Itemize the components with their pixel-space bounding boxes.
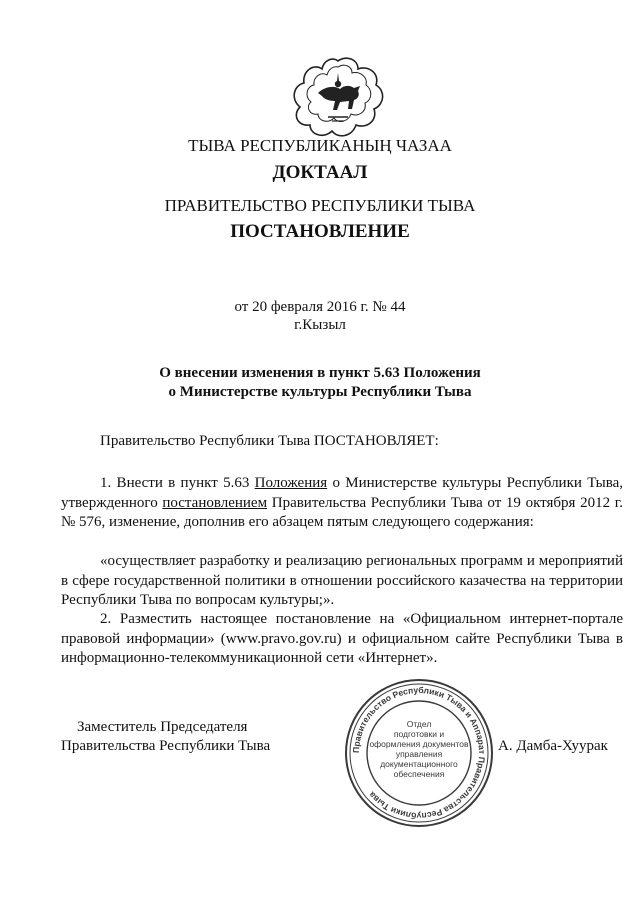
decree-title-line1: О внесении изменения в пункт 5.63 Положения bbox=[159, 365, 481, 381]
stamp-line2: подготовки и bbox=[393, 729, 445, 739]
header-tuvan-government: ТЫВА РЕСПУБЛИКАНЫҢ ЧАЗАА bbox=[188, 136, 452, 155]
stamp-line1: Отдел bbox=[406, 719, 432, 729]
decree-city: г.Кызыл bbox=[294, 317, 346, 333]
decree-title-line2: о Министерстве культуры Республики Тыва bbox=[168, 384, 472, 400]
header-tuvan-decree: ДОКТААЛ bbox=[272, 162, 368, 183]
stamp-line5: документационного bbox=[380, 759, 458, 769]
p1-text-1: 1. Внести в пункт 5.63 bbox=[100, 475, 255, 491]
signatory-position-line1: Заместитель Председателя bbox=[77, 719, 248, 735]
header-decree: ПОСТАНОВЛЕНИЕ bbox=[230, 221, 410, 242]
coat-of-arms-emblem bbox=[288, 55, 388, 141]
stamp-line3: оформления документов bbox=[369, 739, 469, 749]
signatory-position-line2: Правительства Республики Тыва bbox=[61, 738, 271, 754]
p1-text-3: Правительства Республики Тыва от 19 октября 2012 г. № 576, изменение, дополнив его абзацем пятым следующего содержания: bbox=[61, 494, 623, 530]
stamp-line4: управления bbox=[395, 749, 443, 759]
body-paragraph-3: 2. Разместить настоящее постановление на «Официальном интернет-портале правовой информации» (www.pravo.gov.ru) и официальном сайте Республики Тыва в информационно-телекоммуникационной сети «Интернет». bbox=[61, 611, 623, 666]
stamp-line6: обеспечения bbox=[393, 769, 445, 779]
p1-text-2: о Министерстве культуры Республики Тыва, утвержденного bbox=[61, 475, 623, 511]
regulation-link[interactable]: Положения bbox=[254, 475, 328, 491]
header-government: ПРАВИТЕЛЬСТВО РЕСПУБЛИКИ ТЫВА bbox=[164, 196, 476, 215]
resolution-link[interactable]: постановлением bbox=[162, 494, 268, 511]
signatory-name: А. Дамба-Хуурак bbox=[498, 738, 608, 754]
decree-date-number: от 20 февраля 2016 г. № 44 bbox=[234, 299, 406, 315]
body-paragraph-2: «осуществляет разработку и реализацию региональных программ и мероприятий в сфере государственной политики в отношении российского казачества на территории Республики Тыва по вопросам культуры;». bbox=[61, 553, 623, 608]
official-stamp bbox=[343, 677, 495, 829]
body-paragraph-1 bbox=[61, 474, 623, 533]
body-intro: Правительство Республики Тыва ПОСТАНОВЛЯЕТ: bbox=[100, 433, 439, 449]
stamp-ring-text: Правительство Республики Тыва и Аппарат Правительства Республики Тыва bbox=[350, 684, 488, 822]
